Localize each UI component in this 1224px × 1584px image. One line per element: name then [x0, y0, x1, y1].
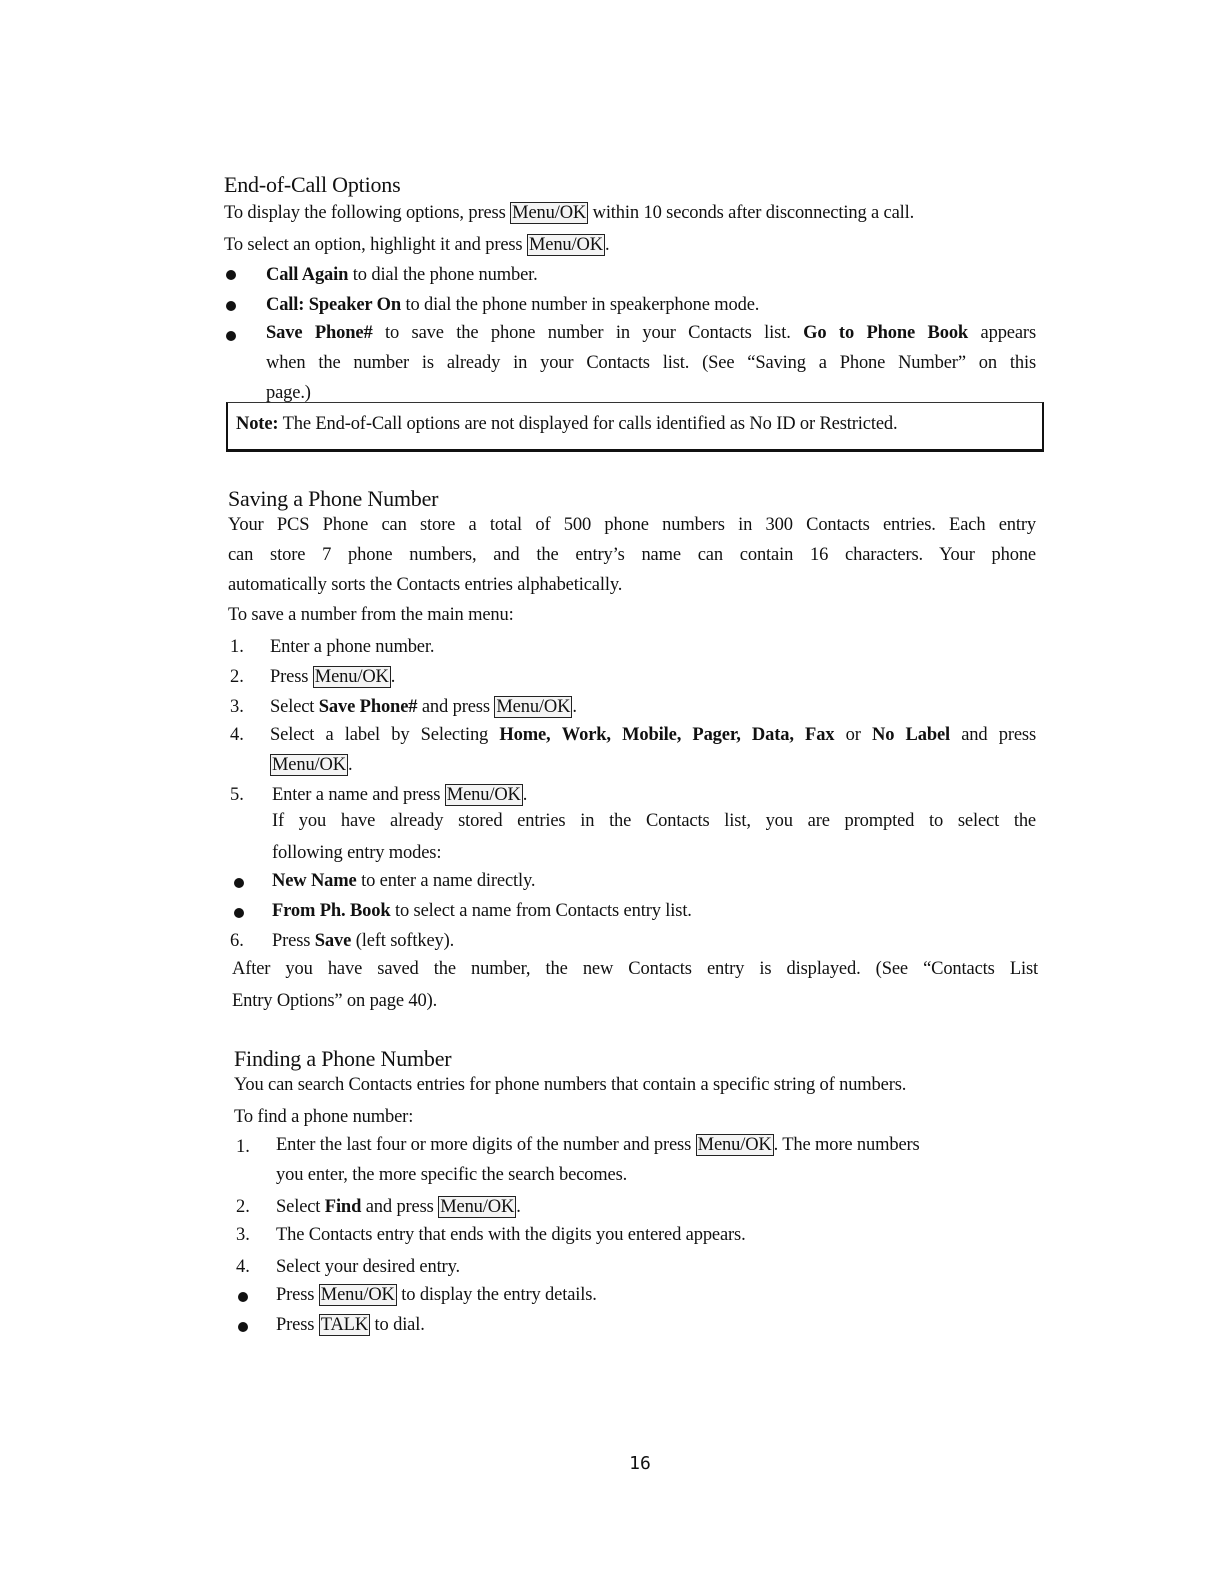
- list-number: 4.: [236, 1257, 250, 1277]
- list-item-continuation: following entry modes:: [272, 843, 442, 863]
- menu-ok-key: Menu/OK: [440, 1197, 515, 1217]
- list-item: Call: Speaker On to dial the phone number in speakerphone mode.: [266, 295, 760, 315]
- list-item: Select Find and press Menu/OK .: [276, 1197, 521, 1217]
- list-number: 2.: [230, 667, 244, 687]
- section-heading-end-of-call: End-of-Call Options: [224, 172, 401, 197]
- list-item-continuation: page.): [266, 383, 311, 403]
- list-item-continuation: Menu/OK .: [272, 755, 353, 775]
- section-heading-finding: Finding a Phone Number: [234, 1046, 452, 1071]
- talk-key: TALK: [320, 1315, 369, 1335]
- list-item-continuation: when the number is already in your Contacts list. (See “Saving a Phone Number” on this: [266, 353, 1036, 373]
- list-number: 5.: [230, 785, 244, 805]
- menu-ok-key: Menu/OK: [314, 667, 389, 687]
- list-number: 1.: [230, 637, 244, 657]
- bullet-icon: [238, 1322, 248, 1332]
- paragraph: Your PCS Phone can store a total of 500 phone numbers in 300 Contacts entries. Each entry: [228, 515, 1036, 535]
- list-item: Select Save Phone# and press Menu/OK .: [270, 697, 577, 717]
- menu-ok-key: Menu/OK: [320, 1285, 395, 1305]
- section-heading-saving: Saving a Phone Number: [228, 486, 439, 511]
- list-number: 1.: [236, 1137, 250, 1157]
- list-item: Press Save (left softkey).: [272, 931, 455, 951]
- page-number: 16: [629, 1453, 651, 1474]
- list-number: 3.: [230, 697, 244, 717]
- menu-ok-key: Menu/OK: [272, 755, 346, 775]
- paragraph: can store 7 phone numbers, and the entry’s name can contain 16 characters. Your phone: [228, 545, 1036, 565]
- note-text: Note: The End-of-Call options are not displayed for calls identified as No ID or Restricted.: [236, 414, 898, 434]
- menu-ok-key: Menu/OK: [528, 235, 603, 255]
- bullet-icon: [238, 1292, 248, 1302]
- list-number: 4.: [230, 725, 244, 745]
- list-item: The Contacts entry that ends with the digits you entered appears.: [276, 1225, 746, 1245]
- list-number: 3.: [236, 1225, 250, 1245]
- list-item: From Ph. Book to select a name from Contacts entry list.: [272, 901, 692, 921]
- menu-ok-key: Menu/OK: [496, 697, 571, 717]
- menu-ok-key: Menu/OK: [446, 785, 521, 805]
- list-item: Save Phone# to save the phone number in your Contacts list. Go to Phone Book appears: [266, 323, 1036, 343]
- bullet-icon: [234, 878, 244, 888]
- paragraph: To select an option, highlight it and press Menu/OK .: [224, 235, 610, 255]
- list-number: 6.: [230, 931, 244, 951]
- list-item: Press Menu/OK .: [270, 667, 396, 687]
- menu-ok-key: Menu/OK: [512, 203, 587, 223]
- list-number: 2.: [236, 1197, 250, 1217]
- list-item: Press TALK to dial.: [276, 1315, 425, 1335]
- paragraph: Entry Options” on page 40).: [232, 991, 438, 1011]
- list-item: Enter a name and press Menu/OK .: [272, 785, 528, 805]
- menu-ok-key: Menu/OK: [697, 1135, 772, 1155]
- paragraph: After you have saved the number, the new Contacts entry is displayed. (See “Contacts List: [232, 959, 1038, 979]
- list-item: Press Menu/OK to display the entry details.: [276, 1285, 597, 1305]
- bullet-icon: [226, 331, 236, 341]
- bullet-icon: [234, 908, 244, 918]
- paragraph: automatically sorts the Contacts entries alphabetically.: [228, 575, 623, 595]
- paragraph: You can search Contacts entries for phone numbers that contain a specific string of numbers.: [234, 1075, 907, 1095]
- list-item-continuation: you enter, the more specific the search becomes.: [276, 1165, 628, 1185]
- list-item: Call Again to dial the phone number.: [266, 265, 538, 285]
- list-item: Enter the last four or more digits of the number and press Menu/OK . The more numbers: [276, 1135, 920, 1155]
- paragraph: To save a number from the main menu:: [228, 605, 514, 625]
- list-item: Select your desired entry.: [276, 1257, 460, 1277]
- paragraph: To display the following options, press Menu/OK within 10 seconds after disconnecting a call.: [224, 203, 915, 223]
- list-item: Select a label by Selecting Home, Work, Mobile, Pager, Data, Fax or No Label and press: [270, 725, 1037, 745]
- note-box: [226, 402, 1044, 452]
- list-item-continuation: If you have already stored entries in the Contacts list, you are prompted to select the: [272, 811, 1036, 831]
- paragraph: To find a phone number:: [234, 1107, 414, 1127]
- list-item: Enter a phone number.: [270, 637, 435, 657]
- list-item: New Name to enter a name directly.: [272, 871, 536, 891]
- bullet-icon: [226, 301, 236, 311]
- bullet-icon: [226, 270, 236, 280]
